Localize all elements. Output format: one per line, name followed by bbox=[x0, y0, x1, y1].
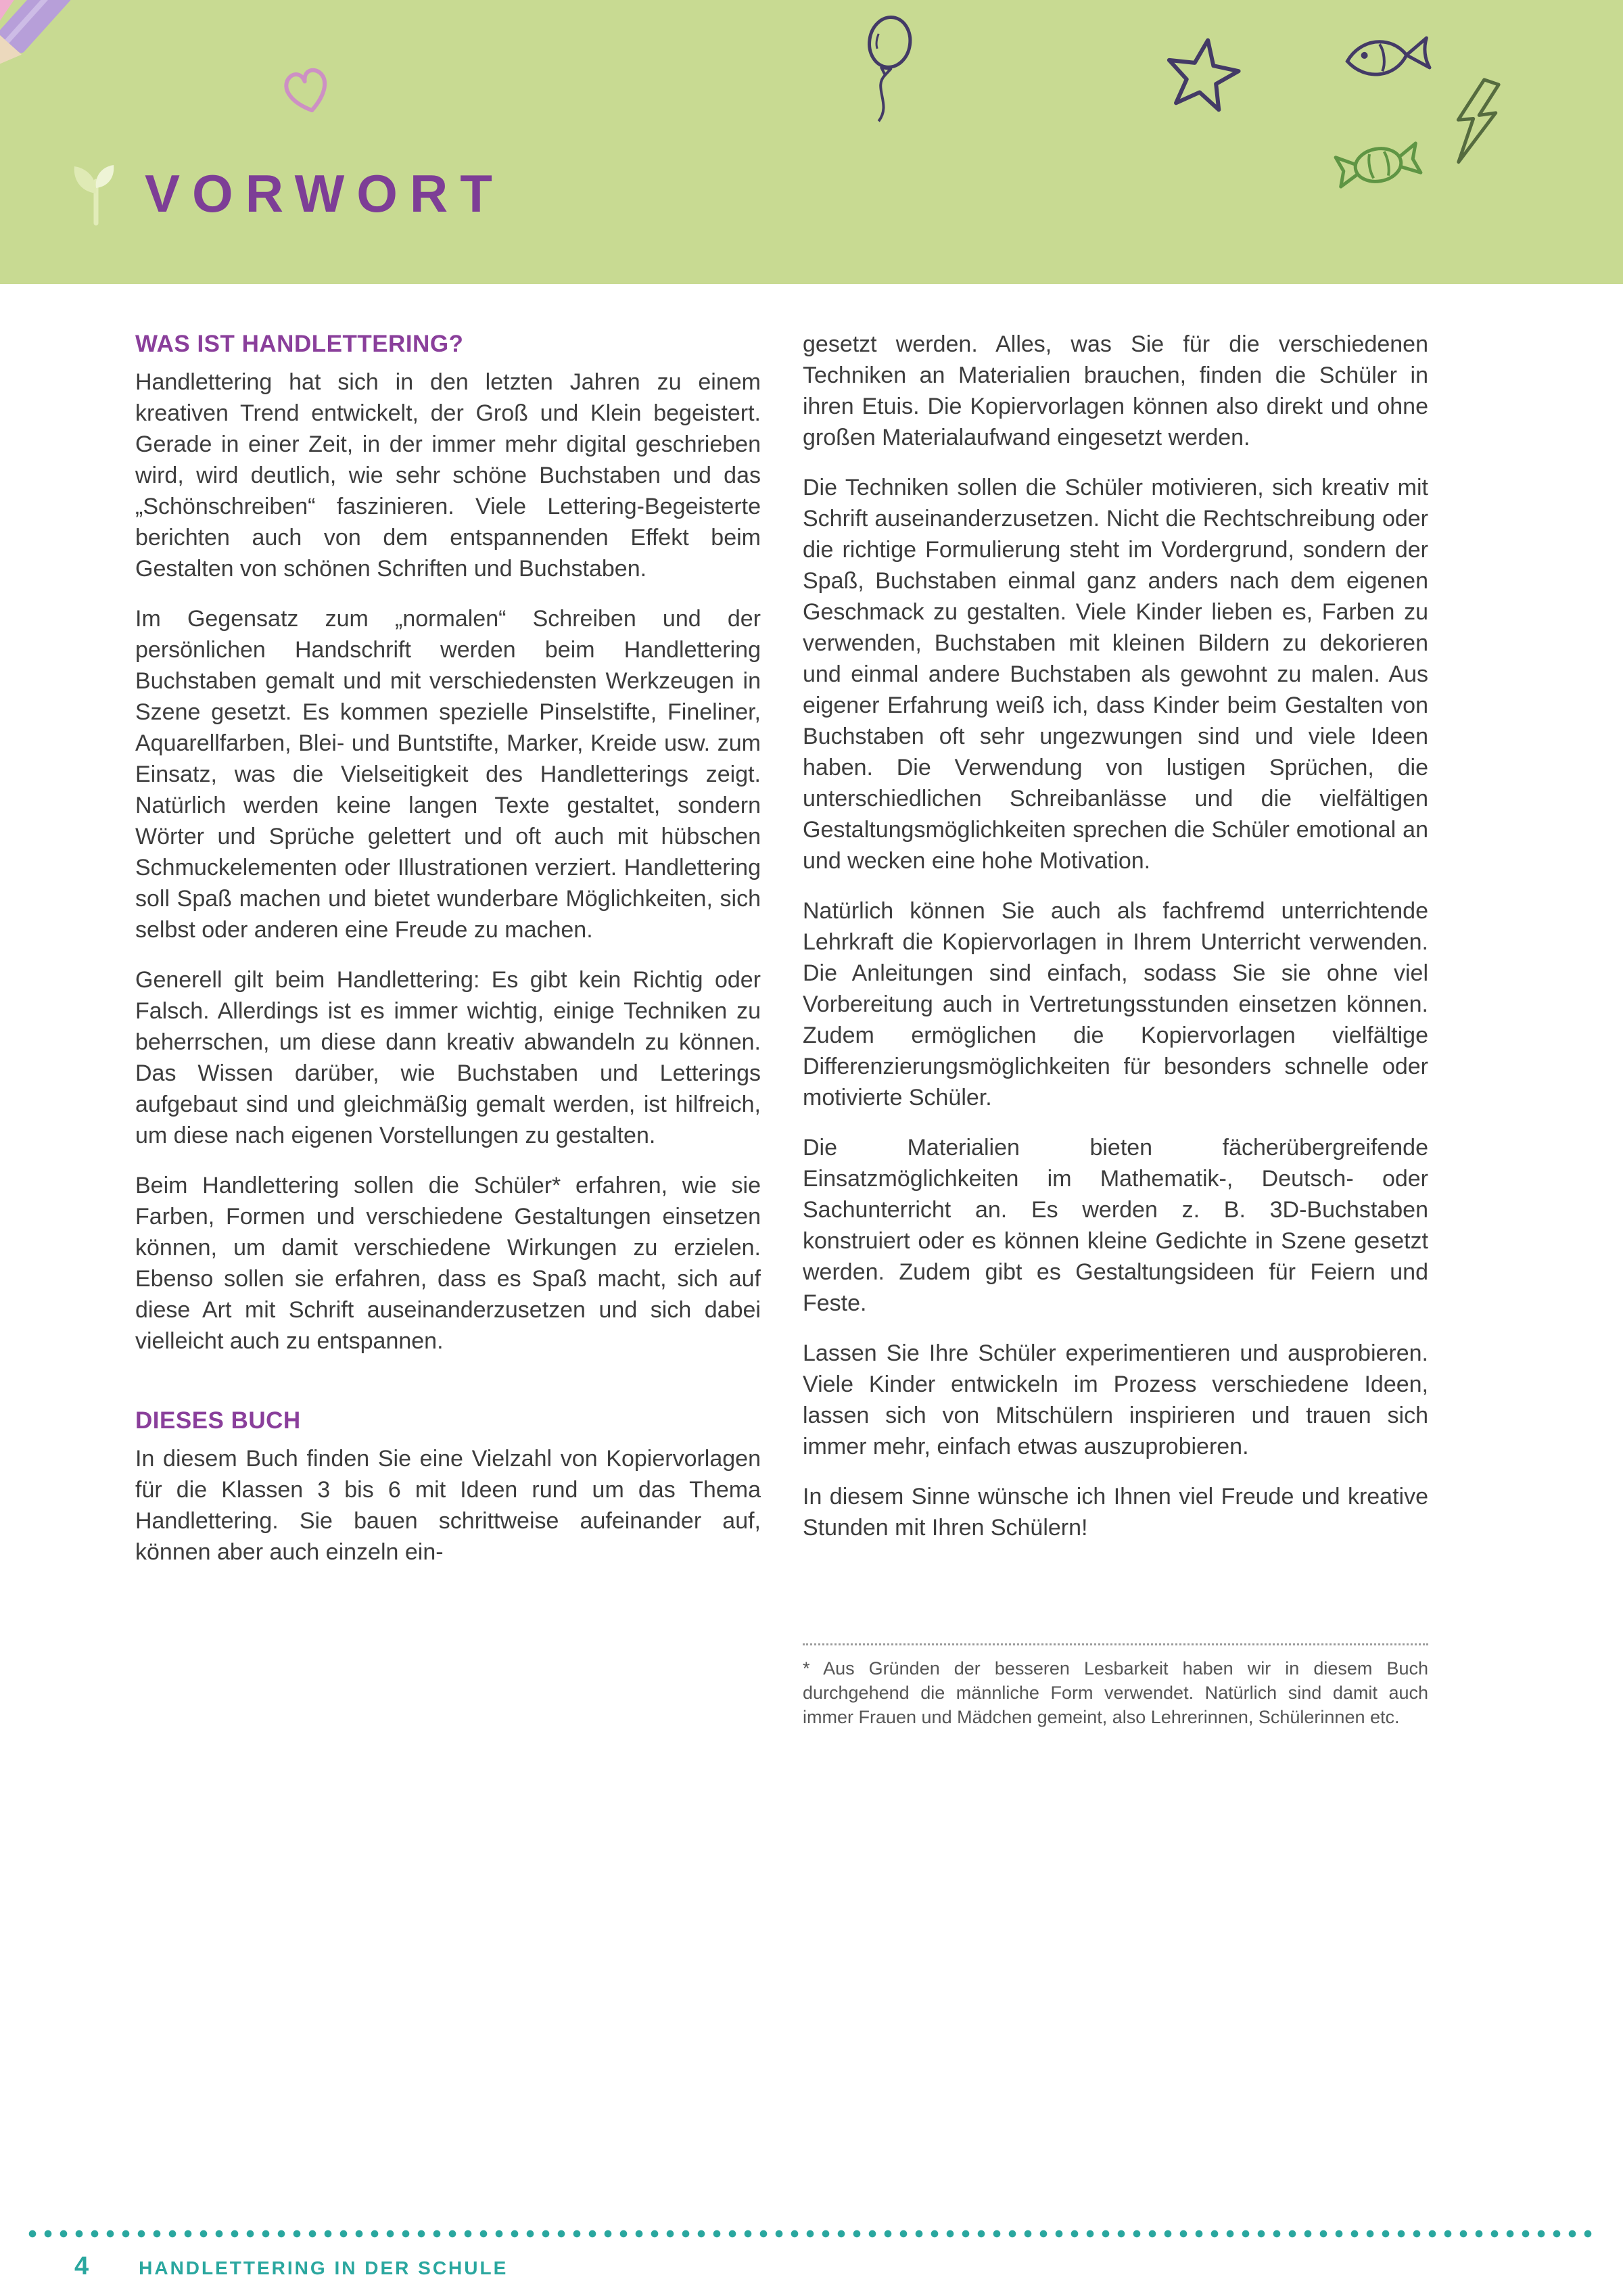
colored-pencils-icon bbox=[0, 0, 270, 176]
header-band bbox=[0, 0, 1623, 284]
footnote: * Aus Gründen der besseren Lesbarkeit haben wir in diesem Buch durchgehend die männliche Form verwendet. Natürlich sind damit auch immer Frauen und Mädchen gemeint, also Lehrerinnen, Schülerinnen etc. bbox=[803, 1643, 1428, 1729]
star-icon bbox=[1156, 29, 1250, 121]
page-number: 4 bbox=[74, 2252, 89, 2280]
paragraph: Im Gegensatz zum „normalen“ Schreiben und der persönlichen Handschrift werden beim Handlettering Buchstaben gemalt und mit verschiedensten Werkzeugen in Szene gesetzt. Es kommen spezielle Pinselstifte, Fineliner, Aquarellfarben, Blei- und Buntstifte, Marker, Kreide usw. zum Einsatz, was die Vielseitigkeit des Handletterings zeigt. Natürlich werden keine langen Texte gestaltet, sondern Wörter und Sprüche gelettert und oft auch mit hübschen Schmuckelementen oder Illustrationen verziert. Handlettering soll Spaß machen und bietet wunderbare Möglichkeiten, sich selbst oder anderen eine Freude zu machen. bbox=[135, 606, 761, 943]
balloon-icon bbox=[846, 8, 926, 131]
page-title-row bbox=[68, 161, 504, 226]
footer-dotted-divider bbox=[28, 2230, 1595, 2238]
paragraph: In diesem Sinne wünsche ich Ihnen viel Freude und kreative Stunden mit Ihren Schülern! bbox=[803, 1484, 1428, 1541]
footer bbox=[74, 2252, 508, 2281]
section-heading-was-ist-handlettering: WAS IST HANDLETTERING? bbox=[135, 331, 464, 357]
paragraph: Beim Handlettering sollen die Schüler* erfahren, wie sie Farben, Formen und verschiedene Gestaltungen einsetzen können, um damit verschiedene Wirkungen zu erzielen. Ebenso sollen sie erfahren, dass es Spaß macht, sich auf diese Art mit Schrift auseinanderzusetzen und sich dabei vielleicht auch zu entspannen. bbox=[135, 1173, 761, 1354]
candy-icon bbox=[1319, 125, 1437, 205]
page-title: VORWORT bbox=[145, 163, 504, 223]
footer-book-title: HANDLETTERING IN DER SCHULE bbox=[139, 2257, 509, 2278]
heart-icon bbox=[273, 56, 342, 125]
paragraph: Die Techniken sollen die Schüler motivieren, sich kreativ mit Schrift auseinanderzusetzen. Nicht die Rechtschreibung oder die richtige Formulierung steht im Vordergrund, sondern der Spaß, Buchstaben einmal ganz anders nach dem eigenen Geschmack zu gestalten. Viele Kinder lieben es, Farben zu verwenden, Buchstaben mit kleinen Bildern zu dekorieren und einmal andere Buchstaben als gewohnt zu malen. Aus eigener Erfahrung weiß ich, dass Kinder beim Gestalten von Buchstaben oft sehr ungezwungen sind und viele Ideen haben. Die Verwendung von lustigen Sprüchen, die unterschiedlichen Schreibanlässe und die vielfältigen Gestaltungsmöglichkeiten sprechen die Schüler emotional an und wecken eine hohe Motivation. bbox=[803, 475, 1428, 874]
sprout-icon bbox=[68, 161, 124, 226]
paragraph: Generell gilt beim Handlettering: Es gibt kein Richtig oder Falsch. Allerdings ist es immer wichtig, einige Techniken zu beherrschen, um diese dann kreativ abwandeln zu können. Das Wissen darüber, wie Buchstaben und Letterings aufgebaut sind und gleichmäßig gemalt werden, ist hilfreich, um diese nach eigenen Vorstellungen zu gestalten. bbox=[135, 967, 761, 1148]
content bbox=[135, 329, 1428, 1729]
paragraph: In diesem Buch finden Sie eine Vielzahl von Kopiervorlagen für die Klassen 3 bis 6 mit Ideen rund um das Thema Handlettering. Sie bauen schrittweise aufeinander auf, können aber auch einzeln ein- bbox=[135, 1446, 761, 1565]
right-column bbox=[803, 329, 1428, 1729]
section-heading-dieses-buch: DIESES BUCH bbox=[135, 1407, 301, 1434]
paragraph: Lassen Sie Ihre Schüler experimentieren und ausprobieren. Viele Kinder entwickeln im Prozess verschiedene Ideen, lassen sich von Mitschülern inspirieren und trauen sich immer mehr, einfach etwas auszuprobieren. bbox=[803, 1340, 1428, 1459]
paragraph: Die Materialien bieten fächerübergreifende Einsatzmöglichkeiten im Mathematik-, Deutsch- oder Sachunterricht an. Es werden z. B. 3D-Buchstaben konstruiert oder es können kleine Gedichte in Szene gesetzt werden. Zudem gibt es Gestaltungsideen für Feiern und Feste. bbox=[803, 1135, 1428, 1316]
left-column bbox=[135, 329, 761, 1729]
paragraph: gesetzt werden. Alles, was Sie für die verschiedenen Techniken an Materialien brauchen, finden die Schüler in ihren Etuis. Die Kopiervorlagen können also direkt und ohne großen Materialaufwand eingesetzt werden. bbox=[803, 331, 1428, 450]
lightning-icon bbox=[1441, 73, 1511, 174]
paragraph: Natürlich können Sie auch als fachfremd unterrichtende Lehrkraft die Kopiervorlagen in Ihrem Unterricht verwenden. Die Anleitungen sind einfach, sodass Sie sie ohne viel Vorbereitung auch in Vertretungsstunden einsetzen können. Zudem ermöglichen die Kopiervorlagen vielfältige Differenzierungsmöglichkeiten für besonders schnelle oder motivierte Schüler. bbox=[803, 898, 1428, 1110]
paragraph: Handlettering hat sich in den letzten Jahren zu einem kreativen Trend entwickelt, der Groß und Klein begeistert. Gerade in einer Zeit, in der immer mehr digital geschrieben wird, wird deutlich, wie sehr schöne Buchstaben und das „Schönschreiben“ faszinieren. Viele Lettering-Begeisterte berichten auch von dem entspannenden Effekt beim Gestalten von schönen Schriften und Buchstaben. bbox=[135, 369, 761, 582]
fish-icon bbox=[1336, 18, 1444, 95]
